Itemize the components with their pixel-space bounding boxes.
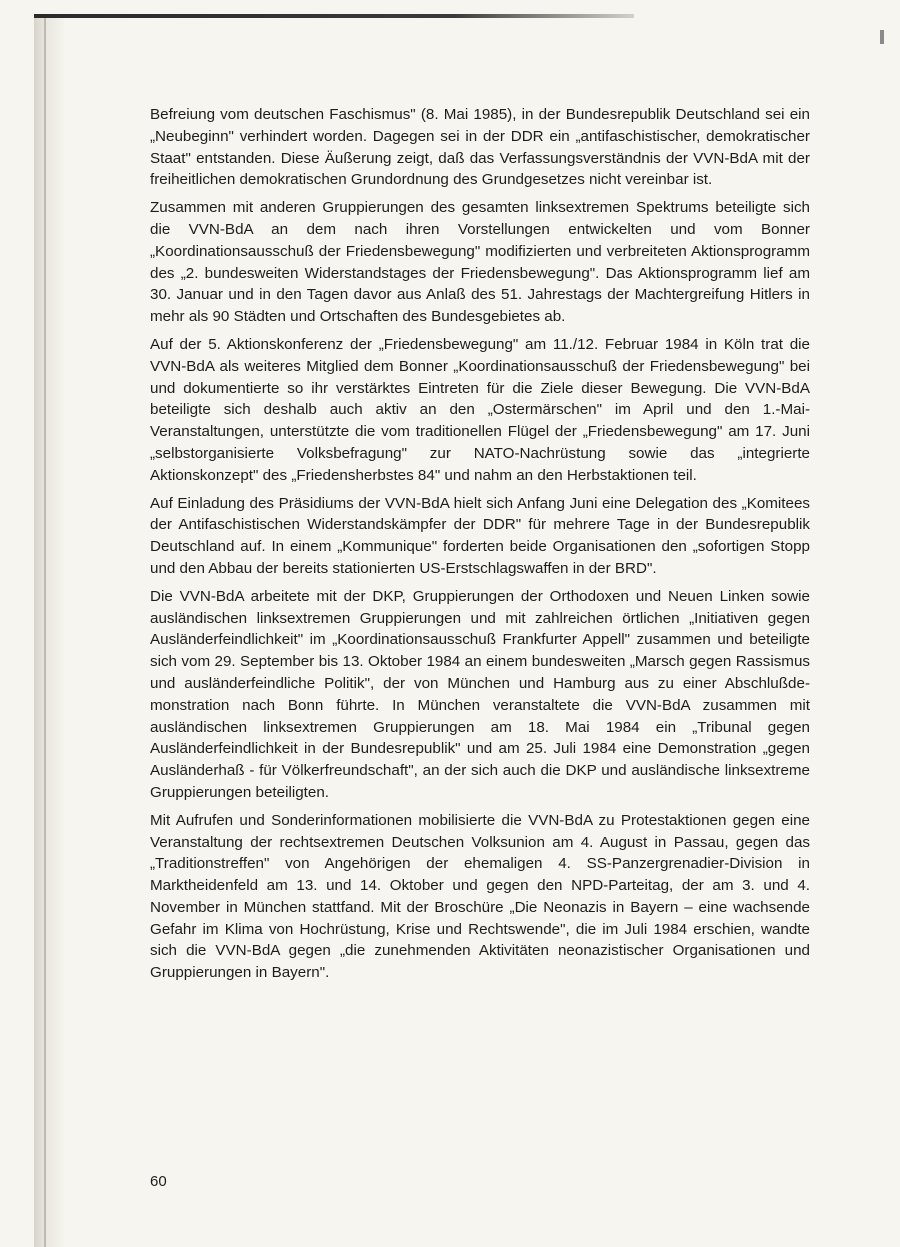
paragraph: Auf Einladung des Präsidiums der VVN-BdA hielt sich Anfang Juni eine Delegation des „Komitees der Antifaschistischen Widerstandskämpfer der DDR" für mehrere Tage in der Bundesrepublik Deutschland auf. In einem „Kommunique" forderten beide Organisationen den „sofortigen Stopp und den Abbau der bereits stationierten US-Erstschlagswaffen in der BRD". bbox=[150, 494, 810, 577]
paragraph: Befreiung vom deutschen Faschismus" (8. Mai 1985), in der Bundesrepublik Deutschland sei ein „Neubeginn" verhindert worden. Dagegen sei in der DDR ein „antifaschistischer, demokratischer Staat" entstanden. Diese Äußerung zeigt, daß das Verfassungsverständnis der VVN-BdA mit der freiheitlichen demokratischen Grundordnung des Grundgesetzes nicht vereinbar ist. bbox=[150, 106, 810, 189]
page-number: 60 bbox=[150, 1173, 167, 1190]
top-rule bbox=[34, 14, 634, 18]
binding-line bbox=[44, 18, 46, 1247]
page-binding-shadow bbox=[34, 18, 64, 1247]
paragraph: Zusammen mit anderen Gruppierungen des gesamten linksextremen Spektrums beteiligte sich die VVN-BdA an dem nach ihren Vorstellungen entwickelten und vom Bonner „Koordinationsausschuß der Friedensbewegung" modifizierten und verbreiteten Aktionsprogramm des „2. bundesweiten Widerstandstages der Friedensbewegung". Das Aktionsprogramm lief am 30. Januar und in den Tagen davor aus Anlaß des 51. Jahrestags der Machtergreifung Hitlers in mehr als 90 Städten und Ortschaften des Bundesgebietes ab. bbox=[150, 199, 810, 326]
paragraph: Auf der 5. Aktionskonferenz der „Friedensbewegung" am 11./12. Februar 1984 in Köln trat die VVN-BdA als weiteres Mitglied dem Bonner „Koordinationsausschuß der Friedensbewegung" bei und dokumentierte so ihr verstärktes Eintreten für die Ziele dieser Bewegung. Die VVN-BdA beteiligte sich deshalb auch aktiv an den „Ostermärschen" im April und den 1.-Mai-Veranstaltungen, unterstützte die vom traditionellen Flügel der „Friedensbewegung" am 17. Juni „selbstorganisierte Volksbefragung" zur NATO-Nachrüstung sowie das „integrierte Aktionskonzept" des „Friedensherbstes 84" und nahm an den Herbstaktionen teil. bbox=[150, 335, 810, 484]
paragraph: Die VVN-BdA arbeitete mit der DKP, Gruppierungen der Orthodoxen und Neuen Linken sowie ausländischen linksextremen Gruppierungen und mit zahlreichen örtlichen „Initiativen gegen Ausländerfeindlichkeit" im „Koordinationsausschuß Frankfurter Appell" zusammen und beteiligte sich vom 29. September bis 13. Oktober 1984 an einem bundesweiten „Marsch gegen Rassismus und ausländerfeindliche Politik", der von München und Hamburg aus zu einer Abschlußdemonstration nach Bonn führte. In München veranstaltete die VVN-BdA zusammen mit ausländischen linksextremen Gruppierungen am 18. Mai 1984 ein „Tribunal gegen Ausländerfeindlichkeit in der Bundesrepublik" und am 25. Juli 1984 eine Demonstration „gegen Ausländerhaß - für Völkerfreundschaft", an der sich auch die DKP und ausländische linksextreme Gruppierungen beteiligten. bbox=[150, 587, 810, 801]
paragraph: Mit Aufrufen und Sonderinformationen mobilisierte die VVN-BdA zu Protestaktionen gegen eine Veranstaltung der rechtsextremen Deutschen Volksunion am 4. August in Passau, gegen das „Traditionstreffen" von Angehörigen der ehemaligen 4. SS-Panzergrenadier-Division in Marktheidenfeld am 13. und 14. Oktober und gegen den NPD-Parteitag, der am 3. und 4. November in München stattfand. Mit der Broschüre „Die Neonazis in Bayern – eine wachsende Gefahr im Klima von Hochrüstung, Krise und Rechtswende", die im Juli 1984 erschien, wandte sich die VVN-BdA gegen „die zunehmenden Aktivitäten neonazistischer Organisationen und Gruppierungen in Bayern". bbox=[150, 811, 810, 982]
page-body bbox=[150, 104, 810, 990]
corner-mark bbox=[880, 30, 884, 44]
